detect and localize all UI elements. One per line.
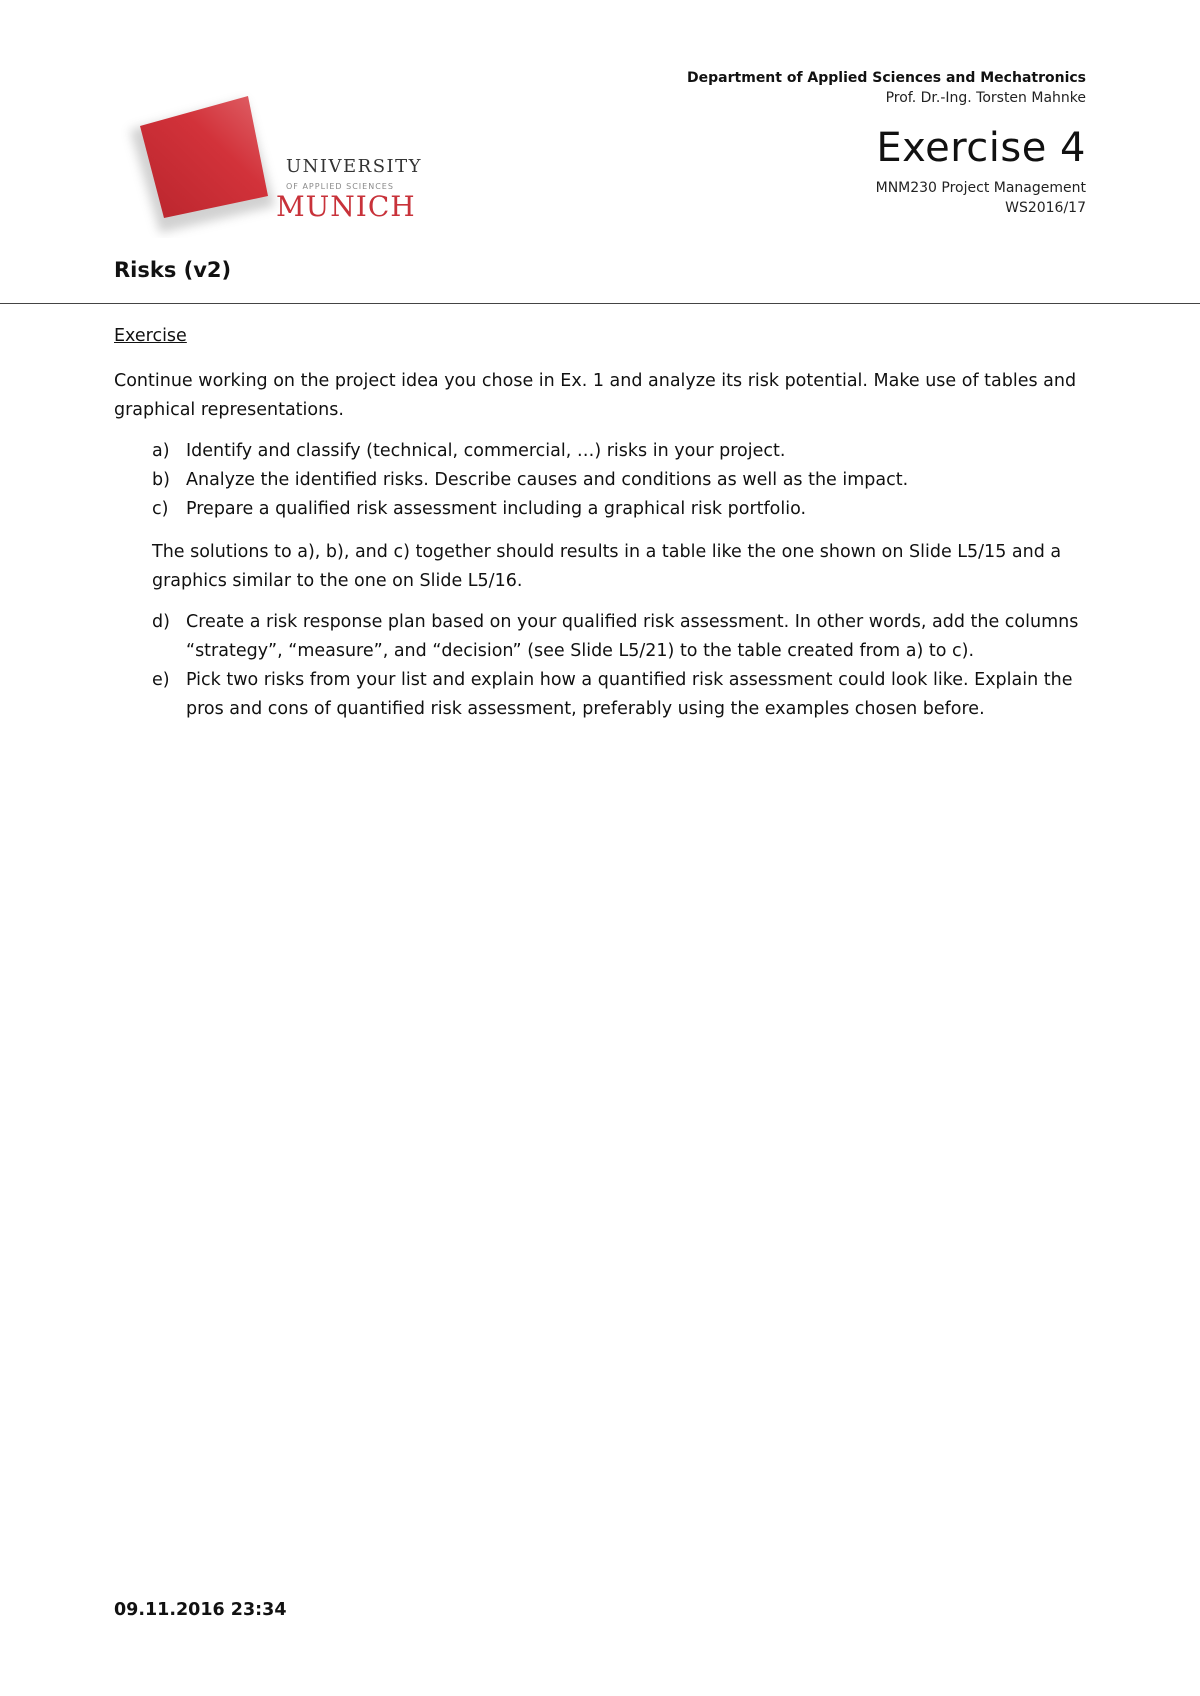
list-marker: d)	[152, 612, 170, 632]
university-logo	[120, 78, 423, 238]
middle-paragraph: The solutions to a), b), and c) together should results in a table like the one shown on Slide L5/15 and a graphics similar to the one on Slide L5/16.	[152, 542, 1062, 591]
header-divider	[0, 303, 1200, 304]
list-item	[114, 666, 1084, 724]
intro-paragraph: Continue working on the project idea you chose in Ex. 1 and analyze its risk potential. Make use of tables and graphical representations.	[114, 371, 1077, 420]
list-item	[114, 495, 1084, 524]
task-list-part1	[114, 437, 1084, 524]
list-item	[114, 437, 1084, 466]
term-label: WS2016/17	[1005, 200, 1086, 216]
header-info	[687, 68, 1086, 218]
list-item-text: Identify and classify (technical, commercial, …) risks in your project.	[186, 441, 786, 461]
task-list-part2	[114, 608, 1084, 724]
exercise-title: Exercise 4	[876, 125, 1086, 171]
section-heading: Exercise	[114, 326, 187, 346]
logo-subtitle-text: OF APPLIED SCIENCES	[286, 182, 394, 191]
footer-timestamp: 09.11.2016 23:34	[114, 1600, 287, 1620]
logo-university-text: UNIVERSITY	[286, 156, 423, 177]
logo-munich-text: MUNICH	[276, 190, 416, 223]
exercise-content	[114, 322, 1084, 738]
list-item-text: Create a risk response plan based on your qualified risk assessment. In other words, add the columns “strategy”, “measure”, and “decision” (see Slide L5/21) to the table created from a) to c).	[186, 612, 1079, 661]
list-marker: a)	[152, 441, 170, 461]
list-item	[114, 608, 1084, 666]
course-name: MNM230 Project Management	[875, 180, 1086, 196]
list-item-text: Analyze the identified risks. Describe causes and conditions as well as the impact.	[186, 470, 909, 490]
professor-name: Prof. Dr.-Ing. Torsten Mahnke	[885, 90, 1086, 106]
list-marker: e)	[152, 670, 170, 690]
document-title: Risks (v2)	[114, 258, 232, 282]
list-marker: c)	[152, 499, 169, 519]
list-item-text: Prepare a qualified risk assessment including a graphical risk portfolio.	[186, 499, 807, 519]
department-name: Department of Applied Sciences and Mechatronics	[687, 70, 1086, 86]
list-item	[114, 466, 1084, 495]
list-item-text: Pick two risks from your list and explain how a quantified risk assessment could look like. Explain the pros and cons of quantified risk assessment, preferably using the examples chosen before.	[186, 670, 1073, 719]
list-marker: b)	[152, 470, 170, 490]
